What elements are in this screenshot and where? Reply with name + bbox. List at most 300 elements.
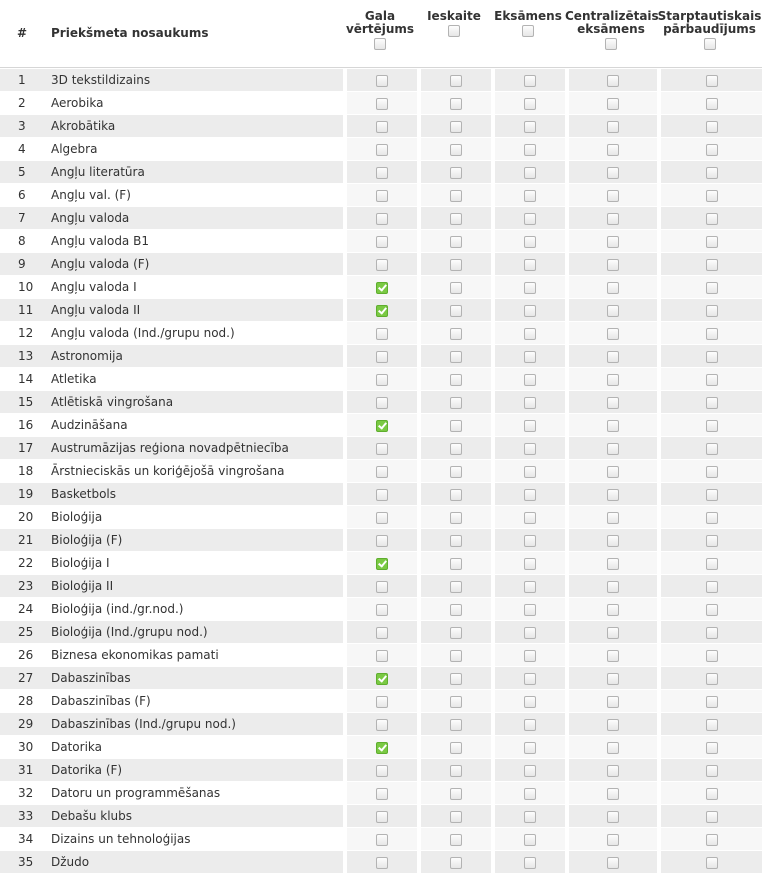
final-grade-checkbox[interactable] [376, 443, 388, 455]
exam-checkbox[interactable] [524, 857, 536, 869]
international-assessment-checkbox[interactable] [706, 259, 718, 271]
final-grade-checkbox[interactable] [376, 144, 388, 156]
international-assessment-checkbox[interactable] [706, 650, 718, 662]
cell-centralized-exam [565, 597, 657, 620]
final-grade-checkbox[interactable] [376, 236, 388, 248]
cell-centralized-exam [565, 206, 657, 229]
subject-name: Dabaszinības (F) [45, 689, 343, 712]
cell-exam [491, 804, 565, 827]
centralized-exam-checkbox[interactable] [607, 719, 619, 731]
test-checkbox[interactable] [450, 512, 462, 524]
centralized-exam-checkbox[interactable] [607, 696, 619, 708]
test-checkbox[interactable] [450, 374, 462, 386]
exam-checkbox[interactable] [524, 328, 536, 340]
cell-test [417, 160, 491, 183]
test-checkbox[interactable] [450, 305, 462, 317]
centralized-exam-checkbox[interactable] [607, 259, 619, 271]
international-assessment-checkbox[interactable] [706, 765, 718, 777]
test-checkbox[interactable] [450, 857, 462, 869]
cell-exam [491, 68, 565, 91]
centralized-exam-checkbox[interactable] [607, 121, 619, 133]
header-exam-line-1: Eksāmens [494, 9, 562, 23]
final-grade-checkbox[interactable] [376, 75, 388, 87]
exam-checkbox[interactable] [524, 788, 536, 800]
international-assessment-checkbox[interactable] [706, 328, 718, 340]
cell-test [417, 620, 491, 643]
cell-international-assessment [657, 551, 762, 574]
centralized-exam-checkbox[interactable] [607, 466, 619, 478]
centralized-exam-checkbox[interactable] [607, 535, 619, 547]
centralized-exam-checkbox[interactable] [607, 673, 619, 685]
cell-final-grade [343, 137, 417, 160]
row-number: 14 [0, 367, 45, 390]
cell-international-assessment [657, 712, 762, 735]
exam-checkbox[interactable] [524, 489, 536, 501]
centralized-exam-checkbox[interactable] [607, 190, 619, 202]
cell-centralized-exam [565, 850, 657, 873]
exam-checkbox[interactable] [524, 397, 536, 409]
centralized-exam-checkbox[interactable] [607, 489, 619, 501]
row-number: 35 [0, 850, 45, 873]
exam-checkbox[interactable] [524, 719, 536, 731]
exam-checkbox[interactable] [524, 466, 536, 478]
test-checkbox[interactable] [450, 420, 462, 432]
international-assessment-checkbox[interactable] [706, 811, 718, 823]
test-checkbox[interactable] [450, 213, 462, 225]
table-row [0, 551, 762, 574]
select-all-international-assessment-checkbox[interactable] [704, 38, 716, 50]
cell-exam [491, 781, 565, 804]
centralized-exam-checkbox[interactable] [607, 627, 619, 639]
cell-exam [491, 482, 565, 505]
cell-test [417, 482, 491, 505]
cell-international-assessment [657, 252, 762, 275]
final-grade-checkbox[interactable] [376, 397, 388, 409]
subject-name: Astronomija [45, 344, 343, 367]
final-grade-checkbox[interactable] [376, 581, 388, 593]
final-grade-checkbox[interactable] [376, 696, 388, 708]
final-grade-checkbox[interactable] [376, 650, 388, 662]
cell-exam [491, 551, 565, 574]
international-assessment-checkbox[interactable] [706, 190, 718, 202]
centralized-exam-checkbox[interactable] [607, 397, 619, 409]
cell-test [417, 252, 491, 275]
international-assessment-checkbox[interactable] [706, 98, 718, 110]
subject-name: Austrumāzijas reģiona novadpētniecība [45, 436, 343, 459]
international-assessment-checkbox[interactable] [706, 719, 718, 731]
row-number: 10 [0, 275, 45, 298]
cell-international-assessment [657, 643, 762, 666]
final-grade-checkbox[interactable] [376, 719, 388, 731]
subject-name: Aerobika [45, 91, 343, 114]
cell-exam [491, 275, 565, 298]
cell-test [417, 712, 491, 735]
international-assessment-checkbox[interactable] [706, 512, 718, 524]
cell-test [417, 459, 491, 482]
cell-centralized-exam [565, 160, 657, 183]
subject-name: Bioloģija (F) [45, 528, 343, 551]
test-checkbox[interactable] [450, 167, 462, 179]
international-assessment-checkbox[interactable] [706, 489, 718, 501]
row-number: 7 [0, 206, 45, 229]
exam-checkbox[interactable] [524, 259, 536, 271]
cell-international-assessment [657, 114, 762, 137]
exam-checkbox[interactable] [524, 834, 536, 846]
cell-final-grade [343, 666, 417, 689]
centralized-exam-checkbox[interactable] [607, 604, 619, 616]
row-number: 22 [0, 551, 45, 574]
international-assessment-checkbox[interactable] [706, 236, 718, 248]
cell-test [417, 91, 491, 114]
cell-final-grade [343, 390, 417, 413]
table-row [0, 390, 762, 413]
centralized-exam-checkbox[interactable] [607, 98, 619, 110]
centralized-exam-checkbox[interactable] [607, 443, 619, 455]
final-grade-checkbox[interactable] [376, 374, 388, 386]
international-assessment-checkbox[interactable] [706, 673, 718, 685]
exam-checkbox[interactable] [524, 213, 536, 225]
final-grade-checkbox[interactable] [376, 305, 388, 317]
centralized-exam-checkbox[interactable] [607, 742, 619, 754]
international-assessment-checkbox[interactable] [706, 466, 718, 478]
cell-centralized-exam [565, 620, 657, 643]
cell-final-grade [343, 551, 417, 574]
exam-checkbox[interactable] [524, 627, 536, 639]
cell-centralized-exam [565, 229, 657, 252]
cell-international-assessment [657, 827, 762, 850]
cell-final-grade [343, 528, 417, 551]
exam-checkbox[interactable] [524, 167, 536, 179]
exam-checkbox[interactable] [524, 121, 536, 133]
select-all-final-grade-checkbox[interactable] [374, 38, 386, 50]
final-grade-checkbox[interactable] [376, 604, 388, 616]
cell-final-grade [343, 482, 417, 505]
exam-checkbox[interactable] [524, 535, 536, 547]
header-test [417, 0, 491, 68]
exam-checkbox[interactable] [524, 696, 536, 708]
centralized-exam-checkbox[interactable] [607, 75, 619, 87]
subject-name: Bioloģija [45, 505, 343, 528]
final-grade-checkbox[interactable] [376, 466, 388, 478]
header-international-assessment-label [657, 10, 762, 36]
final-grade-checkbox[interactable] [376, 811, 388, 823]
cell-exam [491, 137, 565, 160]
international-assessment-checkbox[interactable] [706, 420, 718, 432]
international-assessment-checkbox[interactable] [706, 282, 718, 294]
cell-final-grade [343, 183, 417, 206]
test-checkbox[interactable] [450, 811, 462, 823]
cell-final-grade [343, 114, 417, 137]
exam-checkbox[interactable] [524, 374, 536, 386]
row-number: 15 [0, 390, 45, 413]
final-grade-checkbox[interactable] [376, 489, 388, 501]
centralized-exam-checkbox[interactable] [607, 834, 619, 846]
centralized-exam-checkbox[interactable] [607, 857, 619, 869]
cell-international-assessment [657, 367, 762, 390]
cell-test [417, 551, 491, 574]
cell-exam [491, 574, 565, 597]
exam-checkbox[interactable] [524, 236, 536, 248]
test-checkbox[interactable] [450, 673, 462, 685]
final-grade-checkbox[interactable] [376, 627, 388, 639]
cell-centralized-exam [565, 735, 657, 758]
cell-centralized-exam [565, 459, 657, 482]
exam-checkbox[interactable] [524, 765, 536, 777]
subject-name: Datorika [45, 735, 343, 758]
test-checkbox[interactable] [450, 535, 462, 547]
centralized-exam-checkbox[interactable] [607, 374, 619, 386]
row-number: 6 [0, 183, 45, 206]
centralized-exam-checkbox[interactable] [607, 167, 619, 179]
cell-exam [491, 160, 565, 183]
cell-test [417, 850, 491, 873]
final-grade-checkbox[interactable] [376, 512, 388, 524]
centralized-exam-checkbox[interactable] [607, 328, 619, 340]
international-assessment-checkbox[interactable] [706, 742, 718, 754]
test-checkbox[interactable] [450, 581, 462, 593]
exam-checkbox[interactable] [524, 558, 536, 570]
cell-international-assessment [657, 436, 762, 459]
table-row [0, 827, 762, 850]
row-number: 28 [0, 689, 45, 712]
header-exam-label [491, 10, 565, 23]
centralized-exam-checkbox[interactable] [607, 236, 619, 248]
table-row [0, 160, 762, 183]
cell-exam [491, 827, 565, 850]
table-row [0, 850, 762, 873]
test-checkbox[interactable] [450, 144, 462, 156]
final-grade-checkbox[interactable] [376, 788, 388, 800]
final-grade-checkbox[interactable] [376, 535, 388, 547]
test-checkbox[interactable] [450, 190, 462, 202]
test-checkbox[interactable] [450, 236, 462, 248]
final-grade-checkbox[interactable] [376, 190, 388, 202]
cell-exam [491, 643, 565, 666]
exam-checkbox[interactable] [524, 811, 536, 823]
exam-checkbox[interactable] [524, 144, 536, 156]
row-number: 25 [0, 620, 45, 643]
test-checkbox[interactable] [450, 719, 462, 731]
test-checkbox[interactable] [450, 443, 462, 455]
centralized-exam-checkbox[interactable] [607, 144, 619, 156]
international-assessment-checkbox[interactable] [706, 374, 718, 386]
international-assessment-checkbox[interactable] [706, 397, 718, 409]
international-assessment-checkbox[interactable] [706, 696, 718, 708]
header-international-assessment [657, 0, 762, 68]
subject-name: Ārstnieciskās un koriģējošā vingrošana [45, 459, 343, 482]
final-grade-checkbox[interactable] [376, 167, 388, 179]
cell-centralized-exam [565, 666, 657, 689]
cell-centralized-exam [565, 275, 657, 298]
test-checkbox[interactable] [450, 75, 462, 87]
subject-name: Datorika (F) [45, 758, 343, 781]
centralized-exam-checkbox[interactable] [607, 811, 619, 823]
final-grade-checkbox[interactable] [376, 834, 388, 846]
header-international-assessment-line-1: Starptautiskais [657, 9, 762, 23]
table-body [0, 68, 762, 873]
international-assessment-checkbox[interactable] [706, 144, 718, 156]
subject-name: Datoru un programmēšanas [45, 781, 343, 804]
select-all-test-checkbox[interactable] [448, 25, 460, 37]
international-assessment-checkbox[interactable] [706, 167, 718, 179]
table-row [0, 482, 762, 505]
centralized-exam-checkbox[interactable] [607, 305, 619, 317]
test-checkbox[interactable] [450, 627, 462, 639]
centralized-exam-checkbox[interactable] [607, 558, 619, 570]
table-row [0, 436, 762, 459]
header-centralized-exam [565, 0, 657, 68]
cell-centralized-exam [565, 827, 657, 850]
exam-checkbox[interactable] [524, 190, 536, 202]
test-checkbox[interactable] [450, 328, 462, 340]
table-row [0, 804, 762, 827]
international-assessment-checkbox[interactable] [706, 558, 718, 570]
subject-name: Audzināšana [45, 413, 343, 436]
centralized-exam-checkbox[interactable] [607, 788, 619, 800]
test-checkbox[interactable] [450, 834, 462, 846]
table-row [0, 68, 762, 91]
test-checkbox[interactable] [450, 98, 462, 110]
exam-checkbox[interactable] [524, 98, 536, 110]
centralized-exam-checkbox[interactable] [607, 213, 619, 225]
cell-test [417, 574, 491, 597]
row-number: 8 [0, 229, 45, 252]
international-assessment-checkbox[interactable] [706, 305, 718, 317]
test-checkbox[interactable] [450, 259, 462, 271]
select-all-exam-checkbox[interactable] [522, 25, 534, 37]
exam-checkbox[interactable] [524, 581, 536, 593]
international-assessment-checkbox[interactable] [706, 121, 718, 133]
table-row [0, 505, 762, 528]
international-assessment-checkbox[interactable] [706, 857, 718, 869]
international-assessment-checkbox[interactable] [706, 351, 718, 363]
table-row [0, 252, 762, 275]
exam-checkbox[interactable] [524, 650, 536, 662]
final-grade-checkbox[interactable] [376, 857, 388, 869]
test-checkbox[interactable] [450, 558, 462, 570]
table-row [0, 298, 762, 321]
test-checkbox[interactable] [450, 765, 462, 777]
centralized-exam-checkbox[interactable] [607, 581, 619, 593]
row-number: 19 [0, 482, 45, 505]
cell-centralized-exam [565, 436, 657, 459]
test-checkbox[interactable] [450, 351, 462, 363]
test-checkbox[interactable] [450, 696, 462, 708]
exam-checkbox[interactable] [524, 351, 536, 363]
header-final-grade-line-1: Gala [364, 9, 396, 23]
test-checkbox[interactable] [450, 466, 462, 478]
test-checkbox[interactable] [450, 650, 462, 662]
exam-checkbox[interactable] [524, 420, 536, 432]
table-row [0, 574, 762, 597]
exam-checkbox[interactable] [524, 512, 536, 524]
final-grade-checkbox[interactable] [376, 282, 388, 294]
header-subject-name: Priekšmeta nosaukums [45, 0, 343, 68]
table-row [0, 528, 762, 551]
test-checkbox[interactable] [450, 742, 462, 754]
cell-final-grade [343, 206, 417, 229]
cell-international-assessment [657, 459, 762, 482]
final-grade-checkbox[interactable] [376, 259, 388, 271]
final-grade-checkbox[interactable] [376, 558, 388, 570]
exam-checkbox[interactable] [524, 305, 536, 317]
cell-exam [491, 459, 565, 482]
cell-international-assessment [657, 229, 762, 252]
test-checkbox[interactable] [450, 489, 462, 501]
final-grade-checkbox[interactable] [376, 351, 388, 363]
final-grade-checkbox[interactable] [376, 765, 388, 777]
international-assessment-checkbox[interactable] [706, 788, 718, 800]
table-row [0, 413, 762, 436]
cell-international-assessment [657, 206, 762, 229]
subject-name: Atletika [45, 367, 343, 390]
cell-centralized-exam [565, 643, 657, 666]
cell-international-assessment [657, 804, 762, 827]
row-number: 17 [0, 436, 45, 459]
final-grade-checkbox[interactable] [376, 420, 388, 432]
test-checkbox[interactable] [450, 121, 462, 133]
cell-test [417, 137, 491, 160]
subject-name: Basketbols [45, 482, 343, 505]
international-assessment-checkbox[interactable] [706, 627, 718, 639]
cell-final-grade [343, 850, 417, 873]
final-grade-checkbox[interactable] [376, 213, 388, 225]
test-checkbox[interactable] [450, 604, 462, 616]
test-checkbox[interactable] [450, 397, 462, 409]
exam-checkbox[interactable] [524, 443, 536, 455]
international-assessment-checkbox[interactable] [706, 834, 718, 846]
final-grade-checkbox[interactable] [376, 121, 388, 133]
cell-exam [491, 321, 565, 344]
centralized-exam-checkbox[interactable] [607, 512, 619, 524]
table-row [0, 275, 762, 298]
international-assessment-checkbox[interactable] [706, 535, 718, 547]
exam-checkbox[interactable] [524, 75, 536, 87]
exam-checkbox[interactable] [524, 742, 536, 754]
final-grade-checkbox[interactable] [376, 328, 388, 340]
exam-checkbox[interactable] [524, 673, 536, 685]
centralized-exam-checkbox[interactable] [607, 650, 619, 662]
cell-exam [491, 712, 565, 735]
cell-test [417, 689, 491, 712]
centralized-exam-checkbox[interactable] [607, 420, 619, 432]
final-grade-checkbox[interactable] [376, 98, 388, 110]
cell-final-grade [343, 413, 417, 436]
test-checkbox[interactable] [450, 282, 462, 294]
exam-checkbox[interactable] [524, 604, 536, 616]
final-grade-checkbox[interactable] [376, 742, 388, 754]
row-number: 26 [0, 643, 45, 666]
international-assessment-checkbox[interactable] [706, 75, 718, 87]
final-grade-checkbox[interactable] [376, 673, 388, 685]
table-row [0, 758, 762, 781]
cell-international-assessment [657, 91, 762, 114]
international-assessment-checkbox[interactable] [706, 581, 718, 593]
international-assessment-checkbox[interactable] [706, 443, 718, 455]
centralized-exam-checkbox[interactable] [607, 765, 619, 777]
centralized-exam-checkbox[interactable] [607, 351, 619, 363]
row-number: 9 [0, 252, 45, 275]
cell-exam [491, 114, 565, 137]
row-number: 3 [0, 114, 45, 137]
international-assessment-checkbox[interactable] [706, 604, 718, 616]
centralized-exam-checkbox[interactable] [607, 282, 619, 294]
select-all-centralized-exam-checkbox[interactable] [605, 38, 617, 50]
header-international-assessment-line-2: pārbaudījums [663, 22, 756, 36]
exam-checkbox[interactable] [524, 282, 536, 294]
test-checkbox[interactable] [450, 788, 462, 800]
international-assessment-checkbox[interactable] [706, 213, 718, 225]
